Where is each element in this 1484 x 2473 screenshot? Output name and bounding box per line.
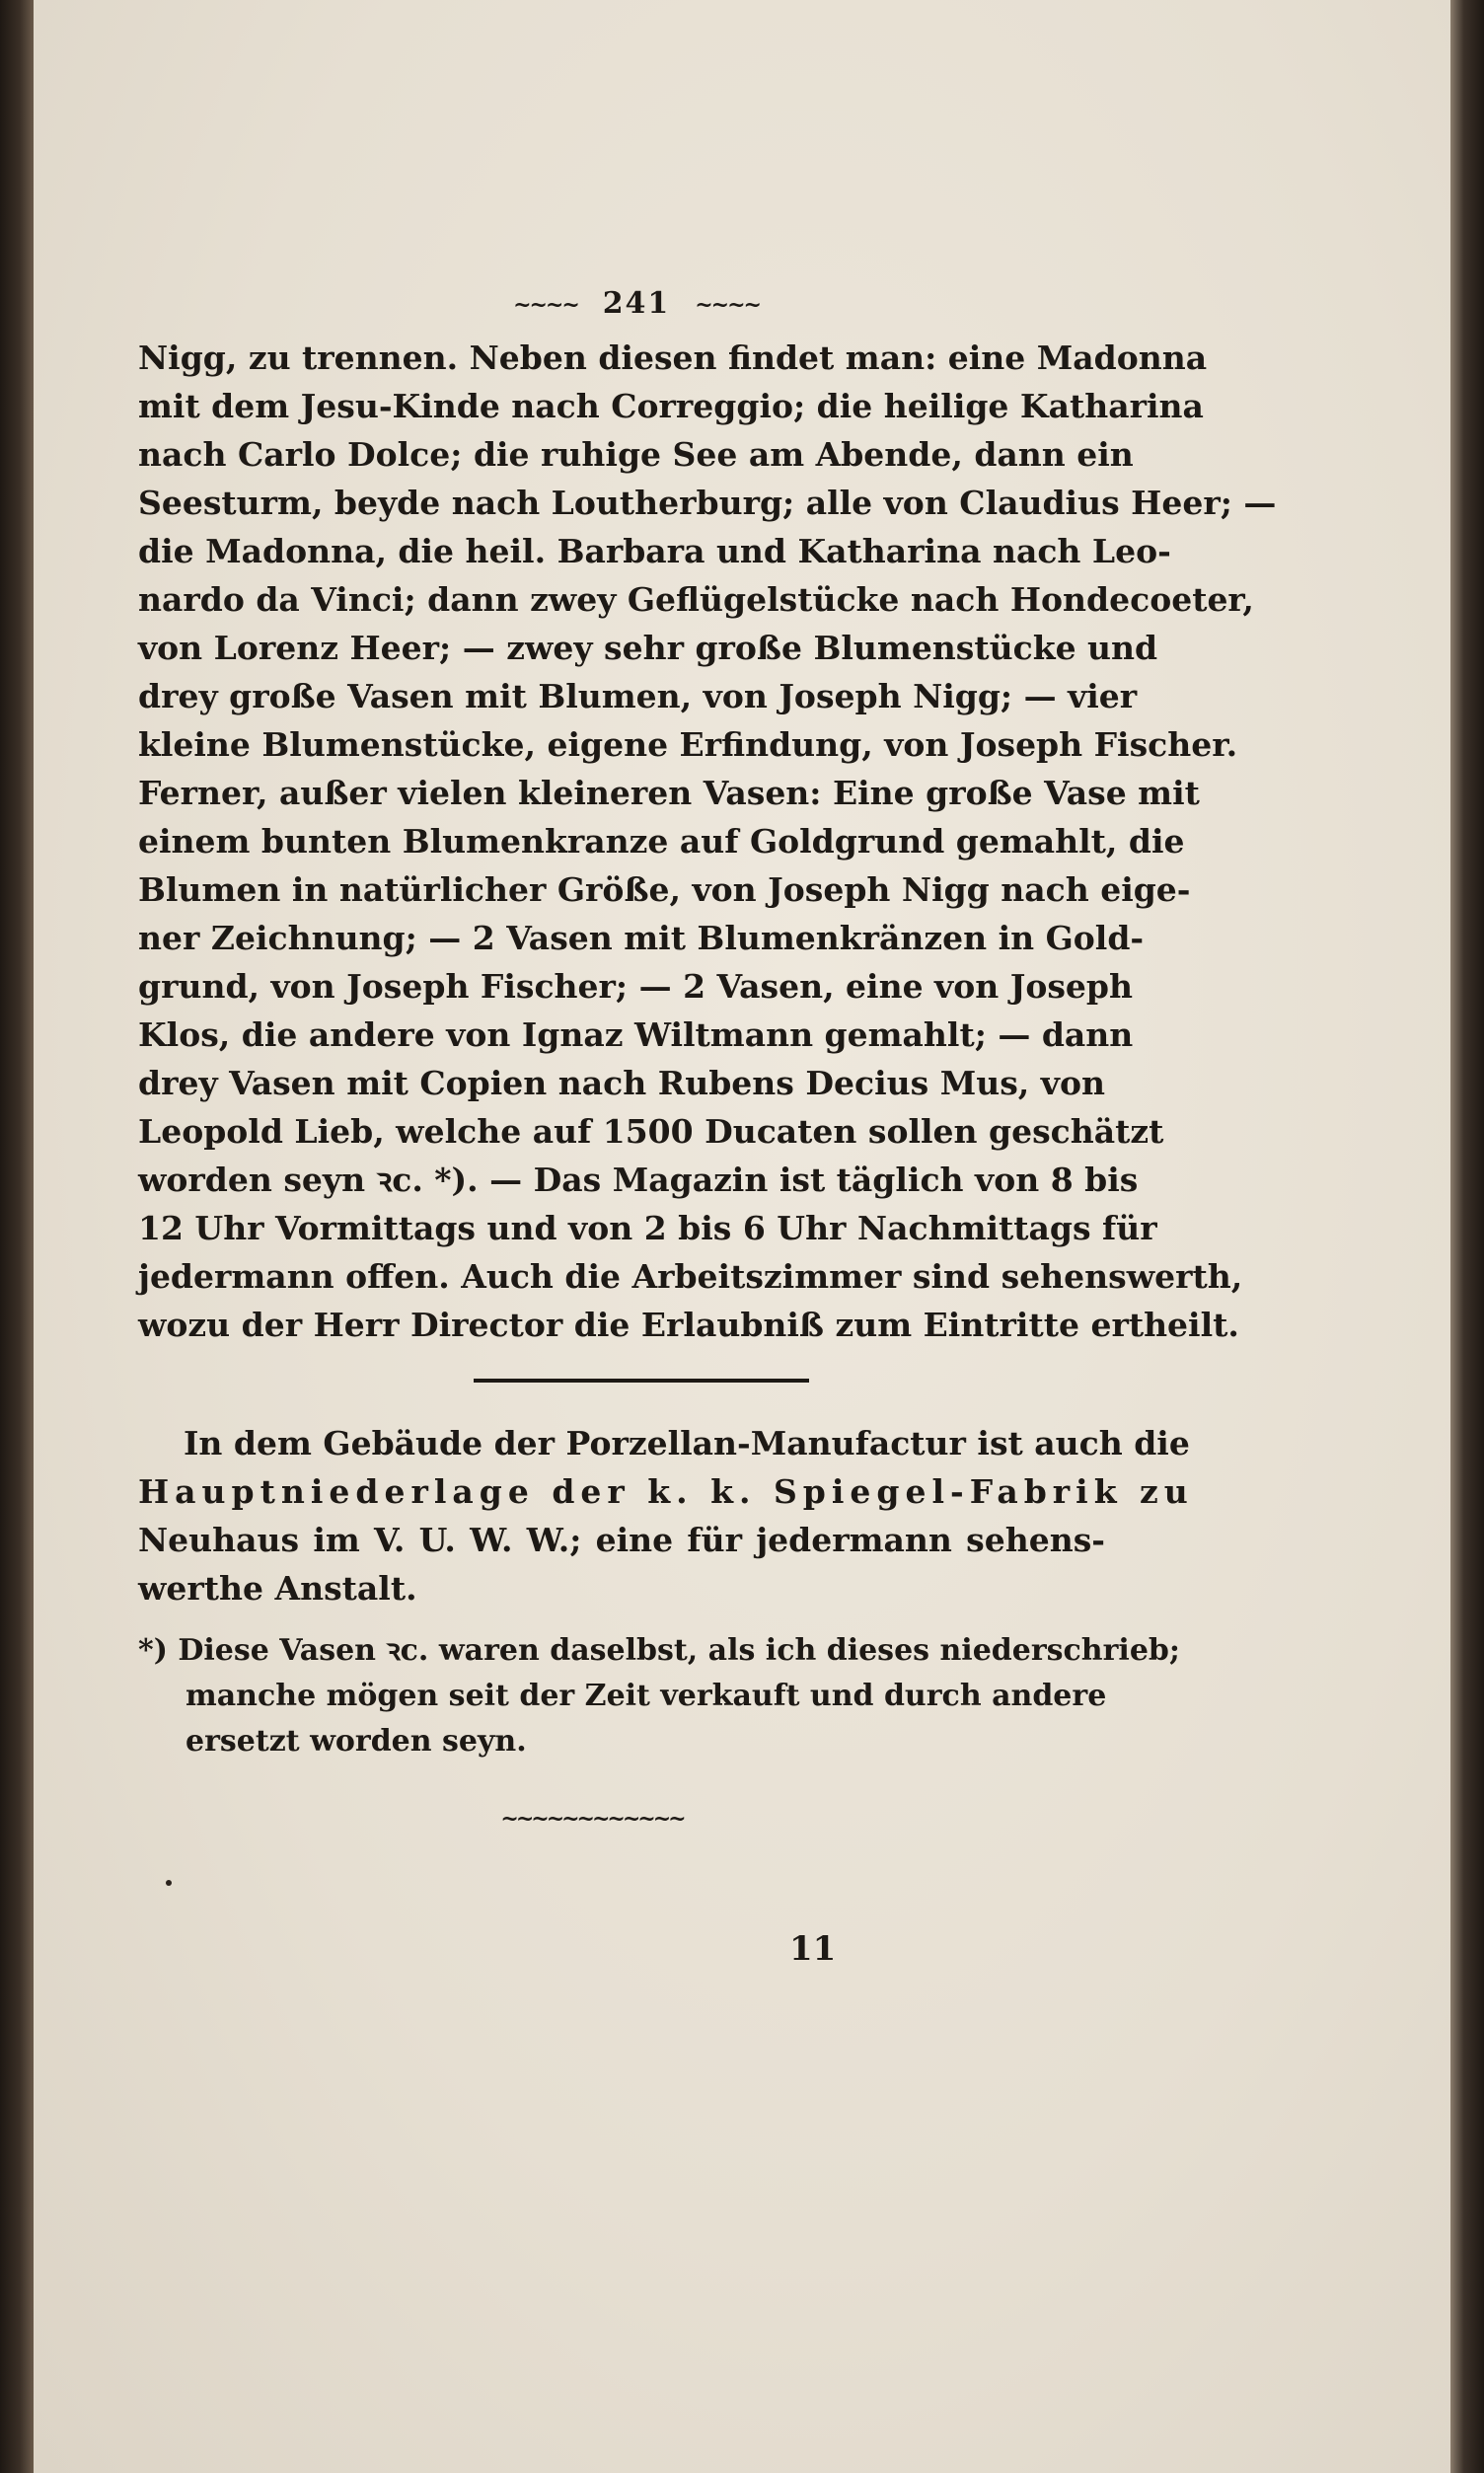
- signature-mark: 11: [789, 1929, 837, 1969]
- text-line: grund, von Joseph Fischer; — 2 Vasen, eine von Joseph: [138, 967, 1133, 1006]
- text-line: In dem Gebäude der Porzellan-Manufactur ist auch die: [184, 1424, 1190, 1462]
- text-line: ner Zeichnung; — 2 Vasen mit Blumenkränzen in Gold-: [138, 919, 1145, 957]
- footnote-line: ersetzt worden seyn.: [186, 1724, 527, 1759]
- main-paragraph: [138, 334, 1277, 1349]
- text-line: mit dem Jesu-Kinde nach Correggio; die heilige Katharina: [138, 387, 1204, 425]
- text-line: Nigg, zu trennen. Neben diesen findet man: eine Madonna: [138, 338, 1208, 377]
- text-line: Klos, die andere von Ignaz Wiltmann gemahlt; — dann: [138, 1015, 1134, 1054]
- page-header: [483, 286, 789, 321]
- tail-ornament: ~~~~~~~~~~~~: [500, 1806, 684, 1832]
- text-line: kleine Blumenstücke, eigene Erfindung, von Joseph Fischer.: [138, 725, 1238, 764]
- text-line: Hauptniederlage der k. k. Spiegel-Fabrik zu: [138, 1472, 1194, 1511]
- footnote-line: manche mögen seit der Zeit verkauft und durch andere: [186, 1679, 1107, 1713]
- second-paragraph: [138, 1419, 1194, 1612]
- text-line: nach Carlo Dolce; die ruhige See am Abende, dann ein: [138, 435, 1134, 474]
- ink-speck: [166, 1880, 172, 1886]
- text-line: einem bunten Blumenkranze auf Goldgrund gemahlt, die: [138, 822, 1185, 861]
- book-edge-shadow: [1450, 0, 1484, 2473]
- text-line: drey Vasen mit Copien nach Rubens Decius Mus, von: [138, 1064, 1105, 1102]
- text-line: die Madonna, die heil. Barbara und Katharina nach Leo-: [138, 532, 1171, 570]
- text-line: werthe Anstalt.: [138, 1569, 417, 1608]
- header-ornament-right: ~~~~: [695, 292, 760, 318]
- text-line: Seesturm, beyde nach Loutherburg; alle von Claudius Heer; —: [138, 484, 1277, 522]
- text-line: Ferner, außer vielen kleineren Vasen: Eine große Vase mit: [138, 774, 1200, 812]
- section-divider: [474, 1379, 809, 1383]
- text-line: drey große Vasen mit Blumen, von Joseph Nigg; — vier: [138, 677, 1138, 715]
- book-spine-shadow: [0, 0, 34, 2473]
- page-number: 241: [602, 286, 671, 321]
- footnote-line: *) Diese Vasen ꝛc. waren daselbst, als ich dieses niederschrieb;: [138, 1633, 1180, 1668]
- footnote: [138, 1628, 1180, 1764]
- text-line: von Lorenz Heer; — zwey sehr große Blumenstücke und: [138, 629, 1158, 667]
- text-line: Blumen in natürlicher Größe, von Joseph Nigg nach eige-: [138, 870, 1191, 909]
- text-line: 12 Uhr Vormittags und von 2 bis 6 Uhr Nachmittags für: [138, 1209, 1157, 1247]
- text-line: Leopold Lieb, welche auf 1500 Ducaten sollen geschätzt: [138, 1112, 1164, 1151]
- text-line: jedermann offen. Auch die Arbeitszimmer sind sehenswerth,: [138, 1257, 1243, 1296]
- text-line: nardo da Vinci; dann zwey Geflügelstücke nach Hondecoeter,: [138, 580, 1254, 619]
- text-line: worden seyn ꝛc. *). — Das Magazin ist täglich von 8 bis: [138, 1161, 1139, 1199]
- text-line: wozu der Herr Director die Erlaubniß zum Eintritte ertheilt.: [138, 1306, 1239, 1344]
- header-ornament-left: ~~~~: [513, 292, 578, 318]
- text-line: Neuhaus im V. U. W. W.; eine für jedermann sehens-: [138, 1521, 1105, 1559]
